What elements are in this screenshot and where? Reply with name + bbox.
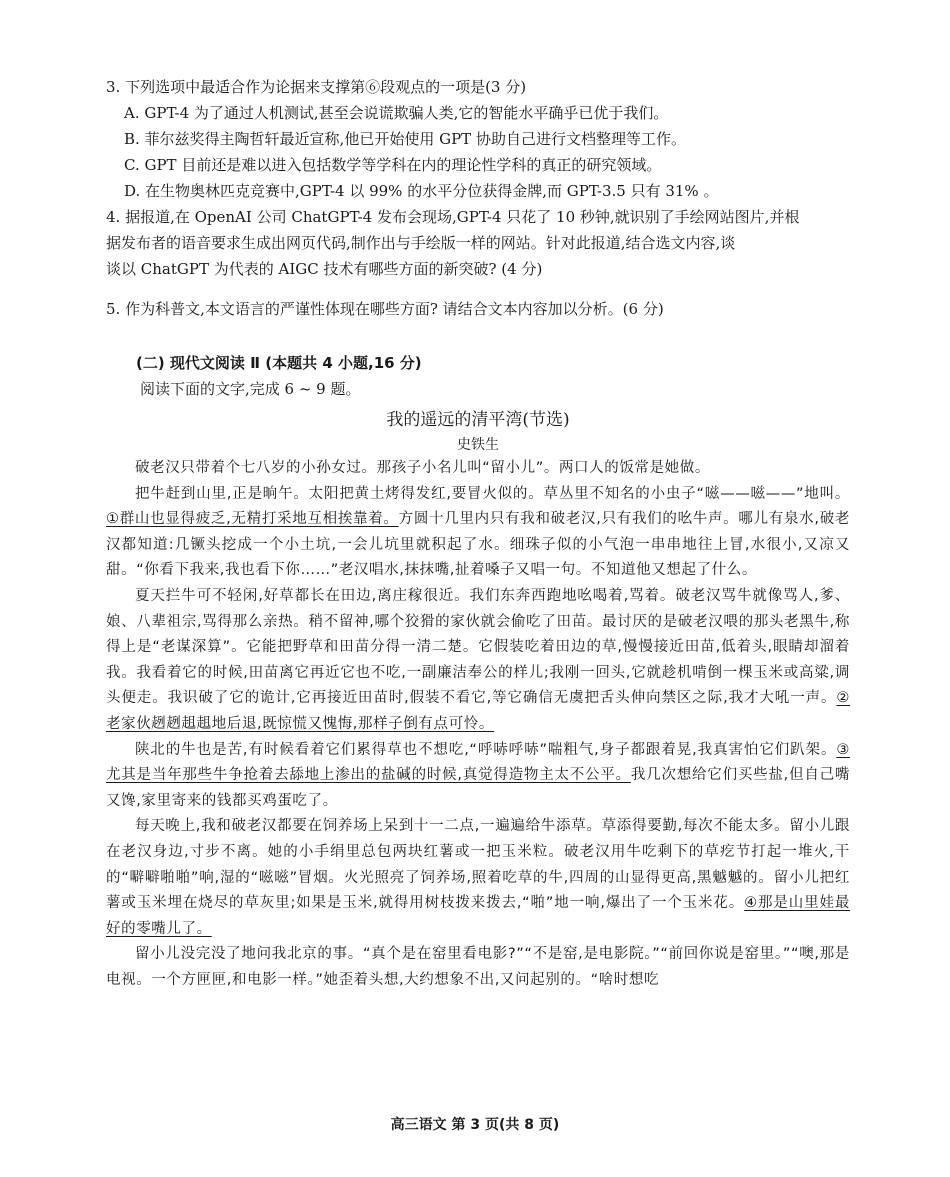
option-c: C. GPT 目前还是难以进入包括数学等学科在内的理论性学科的真正的研究领域。 <box>124 156 662 174</box>
option-d: D. 在生物奥林匹克竞赛中,GPT-4 以 99% 的水平分位获得金牌,而 GPT-3.5 只有 31% 。 <box>124 182 719 200</box>
question-4-line-2: 据发布者的语音要求生成出网页代码,制作出与手绘版一样的网站。针对此报道,结合选文内容,谈 <box>106 234 736 252</box>
section-instruction: 阅读下面的文字,完成 6 ~ 9 题。 <box>140 380 361 398</box>
paragraph-4 <box>106 738 850 815</box>
question-4-line-3: 谈以 ChatGPT 为代表的 AIGC 技术有哪些方面的新突破? (4 分) <box>106 260 543 278</box>
option-a: A. GPT-4 为了通过人机测试,甚至会说谎欺骗人类,它的智能水平确乎已优于我们。 <box>124 104 669 122</box>
paragraph-6 <box>106 942 850 993</box>
question-4 <box>106 204 850 282</box>
question-5 <box>106 296 850 322</box>
paragraph-4-text-a: 陕北的牛也是苦,有时候看着它们累得草也不想吃,“呼哧呼哧”喘粗气,身子都跟着晃,我真害怕它们趴架。 <box>135 741 837 758</box>
paragraph-2 <box>106 482 850 584</box>
article-title: 我的遥远的清平湾(节选) <box>386 410 570 430</box>
question-3 <box>106 74 850 204</box>
question-3-stem: 3. 下列选项中最适合作为论据来支撑第⑥段观点的一项是(3 分) <box>106 78 527 96</box>
paragraph-2-text-b: 方圆十几里内只有我和破老汉,只有我们的吆牛声。哪儿有泉水,破老汉都知道:几镢头挖成一个小土坑,一会儿坑里就积起了水。细珠子似的小气泡一串串地往上冒,水很小,又凉又甜。“你看下我来,我也看下你……”老汉唱水,抹抹嘴,扯着嗓子又唱一句。不知道他又想起了什么。 <box>106 511 850 579</box>
paragraph-5 <box>106 814 850 942</box>
page-footer: 高三语文 第 3 页(共 8 页) <box>390 1117 560 1133</box>
option-b: B. 菲尔兹奖得主陶哲轩最近宣称,他已开始使用 GPT 协助自己进行文档整理等工作。 <box>124 130 686 148</box>
paragraph-1-text: 破老汉只带着个七八岁的小孙女过。那孩子小名儿叫“留小儿”。两口人的饭常是她做。 <box>135 460 710 476</box>
question-5-text: 5. 作为科普文,本文语言的严谨性体现在哪些方面? 请结合文本内容加以分析。(6 分) <box>106 300 664 318</box>
underlined-sentence-3: ③尤其是当年那些牛争抢着去舔地上渗出的盐碱的时候,真觉得造物主太不公平。 <box>106 741 850 784</box>
paragraph-3 <box>106 584 850 738</box>
question-4-line-1: 4. 据报道,在 OpenAI 公司 ChatGPT-4 发布会现场,GPT-4 只花了 10 秒钟,就识别了手绘网站图片,并根 <box>106 208 800 226</box>
paragraph-1 <box>106 456 850 482</box>
underlined-sentence-1: ①群山也显得疲乏,无精打采地互相挨靠着。 <box>106 511 399 528</box>
article-body <box>106 456 850 993</box>
paragraph-5-text-a: 每天晚上,我和破老汉都要在饲养场上呆到十一二点,一遍遍给牛添草。草添得要勤,每次不能太多。留小儿跟在老汉身边,寸步不离。她的小手绢里总包两块红薯或一把玉米粒。破老汉用牛吃剩下的草疙节打起一堆火,干的“噼噼啪啪”响,湿的“嗞嗞”冒烟。火光照亮了饲养场,照着吃草的牛,四周的山显得更高,黑魆魆的。留小儿把红薯或玉米埋在烧尽的草灰里;如果是玉米,就得用树枝拨来拨去,“啪”地一响,爆出了一个玉米花。 <box>106 818 850 912</box>
paragraph-3-text-a: 夏天拦牛可不轻闲,好草都长在田边,离庄稼很近。我们东奔西跑地吆喝着,骂着。破老汉骂牛就像骂人,爹、娘、八辈祖宗,骂得那么亲热。稍不留神,哪个狡猾的家伙就会偷吃了田苗。最讨厌的是破老汉喂的那头老黑牛,称得上是“老谋深算”。它能把野草和田苗分得一清二楚。它假装吃着田边的草,慢慢接近田苗,低着头,眼睛却溜着我。我看着它的时候,田苗离它再近它也不吃,一副廉洁奉公的样儿;我刚一回头,它就趁机啃倒一棵玉米或高粱,调头便走。我识破了它的诡计,它再接近田苗时,假装不看它,等它确信无虞把舌头伸向禁区之际,我才大吼一声。 <box>106 587 850 707</box>
section-heading: (二) 现代文阅读 Ⅱ (本题共 4 小题,16 分) <box>136 354 422 372</box>
paragraph-6-text: 留小儿没完没了地问我北京的事。“真个是在窑里看电影?”“不是窑,是电影院。”“前回你说是窑里。”“噢,那是电视。一个方匣匣,和电影一样。”她歪着头想,大约想象不出,又问起别的。“啥时想吃 <box>106 946 850 988</box>
paragraph-4-text-b: 我几次想给它们买些盐,但自己嘴又馋,家里寄来的钱都买鸡蛋吃了。 <box>106 767 851 809</box>
article-author: 史铁生 <box>457 437 499 453</box>
paragraph-2-text-a: 把牛赶到山里,正是晌午。太阳把黄土烤得发红,要冒火似的。草丛里不知名的小虫子“嗞——嗞——”地叫。 <box>135 485 850 502</box>
underlined-sentence-2: ②老家伙趔趔趄趄地后退,既惊慌又愧悔,那样子倒有点可怜。 <box>106 690 850 732</box>
underlined-sentence-4: ④那是山里娃最好的零嘴儿了。 <box>106 895 850 937</box>
